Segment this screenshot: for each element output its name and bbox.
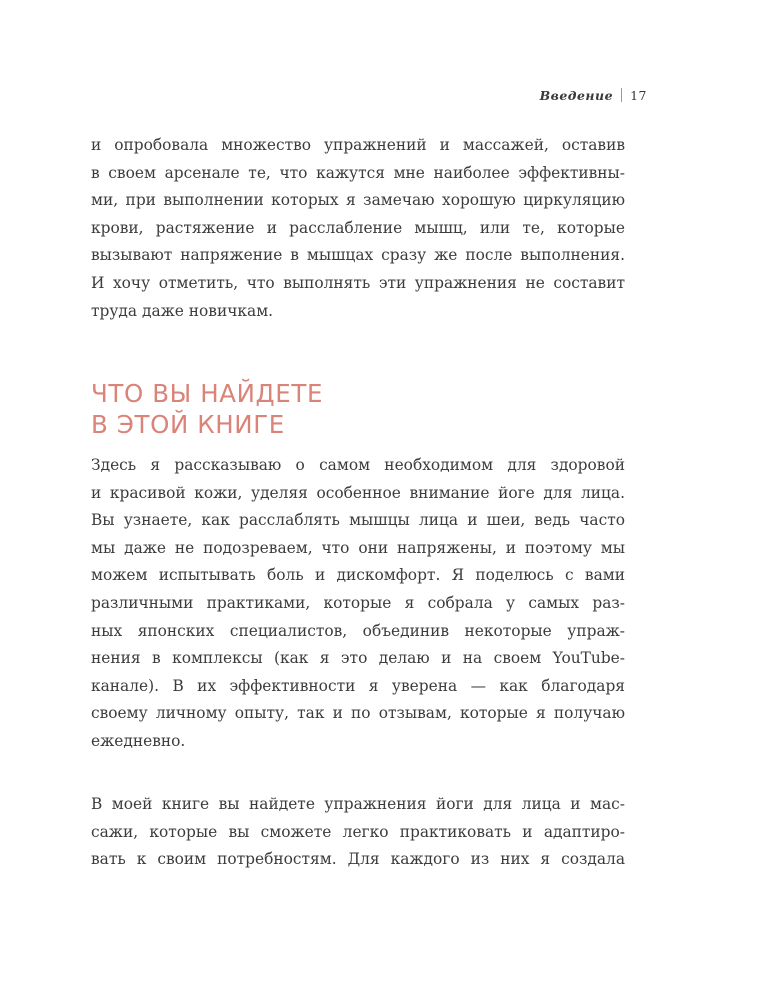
- paragraph-exercises: [91, 791, 625, 874]
- paragraph-line: нения в комплексы (как я это делаю и на своем YouTube-: [91, 649, 625, 668]
- paragraph-line: своему личному опыту, так и по отзывам, которые я получаю: [91, 704, 625, 723]
- paragraph-book-contents: [91, 452, 625, 756]
- page-number: 17: [630, 88, 647, 103]
- paragraph-line: ных японских специалистов, объединив некоторые упраж-: [91, 621, 625, 640]
- paragraph-line: Вы узнаете, как расслаблять мышцы лица и шеи, ведь часто: [91, 511, 625, 530]
- paragraph-line: ежедневно.: [91, 731, 186, 750]
- section-heading: [91, 378, 323, 440]
- paragraph-line: И хочу отметить, что выполнять эти упражнения не составит: [91, 273, 625, 292]
- paragraph-line: В моей книге вы найдете упражнения йоги для лица и мас-: [91, 795, 625, 813]
- running-header: [540, 88, 647, 104]
- paragraph-line: крови, растяжение и расслабление мышц, или те, которые: [91, 218, 625, 237]
- paragraph-line: можем испытывать боль и дискомфорт. Я поделюсь с вами: [91, 566, 625, 585]
- paragraph-line: различными практиками, которые я собрала у самых раз-: [91, 593, 625, 612]
- paragraph-line: вать к своим потребностям. Для каждого из них я создала: [91, 850, 625, 869]
- paragraph-line: сажи, которые вы сможете легко практиковать и адаптиро-: [91, 822, 625, 841]
- paragraph-line: мы даже не подозреваем, что они напряжены, и поэтому мы: [91, 538, 625, 557]
- section-heading-line: ЧТО ВЫ НАЙДЕТЕ: [91, 379, 324, 408]
- section-heading-line: В ЭТОЙ КНИГЕ: [91, 410, 285, 439]
- paragraph-line: ми, при выполнении которых я замечаю хорошую циркуляцию: [91, 191, 625, 210]
- paragraph-line: канале). В их эффективности я уверена — как благодаря: [91, 676, 625, 695]
- paragraph-line: и опробовала множество упражнений и массажей, оставив: [91, 136, 625, 154]
- paragraph-line: и красивой кожи, уделяя особенное внимание йоге для лица.: [91, 483, 625, 502]
- paragraph-intro: [91, 132, 625, 325]
- paragraph-line: в своем арсенале те, что кажутся мне наиболее эффективны-: [91, 163, 625, 182]
- paragraph-line: труда даже новичкам.: [91, 301, 274, 320]
- header-divider: [621, 88, 622, 102]
- header-section-title: Введение: [539, 88, 614, 103]
- paragraph-line: вызывают напряжение в мышцах сразу же после выполнения.: [91, 246, 625, 265]
- paragraph-line: Здесь я рассказываю о самом необходимом для здоровой: [91, 456, 625, 474]
